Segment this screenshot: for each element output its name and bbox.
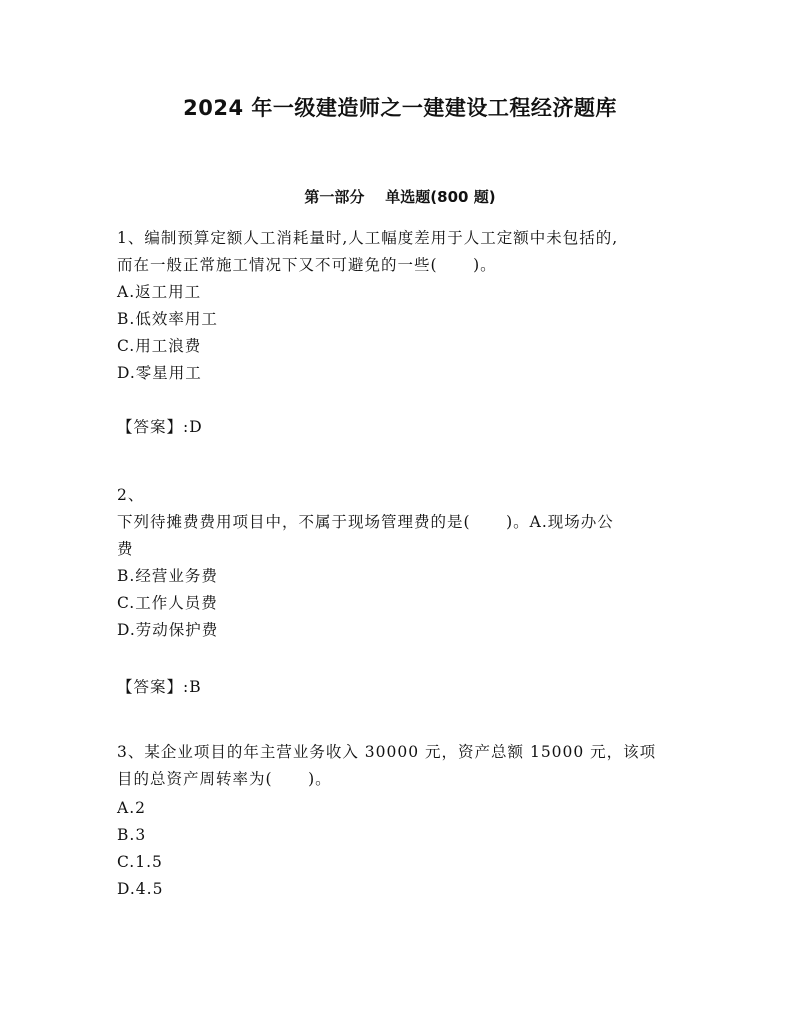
question-3-option-c: C.1.5 [117,853,163,871]
question-1-stem-line-2: 而在一般正常施工情况下又不可避免的一些( )。 [117,256,497,274]
question-1-stem-line-1: 1、编制预算定额人工消耗量时,人工幅度差用于人工定额中未包括的, [117,229,619,247]
question-1-option-c: C.用工浪费 [117,337,202,355]
question-2-option-c: C.工作人员费 [117,594,218,612]
question-3-option-d: D.4.5 [117,880,164,898]
question-1-option-d: D.零星用工 [117,364,202,382]
question-2-stem-line-1: 2、 [117,486,145,504]
question-1-answer: 【答案】:D [117,418,203,436]
question-2-stem-line-2: 下列待摊费费用项目中，不属于现场管理费的是( )。A.现场办公 [117,513,614,531]
question-3-option-b: B.3 [117,826,147,844]
question-1-option-a: A.返工用工 [117,283,202,301]
question-3-option-a: A.2 [117,799,146,817]
question-3-stem-line-1: 3、某企业项目的年主营业务收入 30000 元，资产总额 15000 元，该项 [117,743,657,761]
question-3-stem-line-2: 目的总资产周转率为( )。 [117,770,332,788]
document-title: 2024 年一级建造师之一建建设工程经济题库 [183,96,617,120]
section-title: 第一部分 单选题(800 题) [304,188,496,206]
question-1-option-b: B.低效率用工 [117,310,218,328]
question-2-option-b: B.经营业务费 [117,567,218,585]
question-2-stem-line-3: 费 [117,540,134,558]
question-2-answer: 【答案】:B [117,678,202,696]
question-2-option-d: D.劳动保护费 [117,621,219,639]
